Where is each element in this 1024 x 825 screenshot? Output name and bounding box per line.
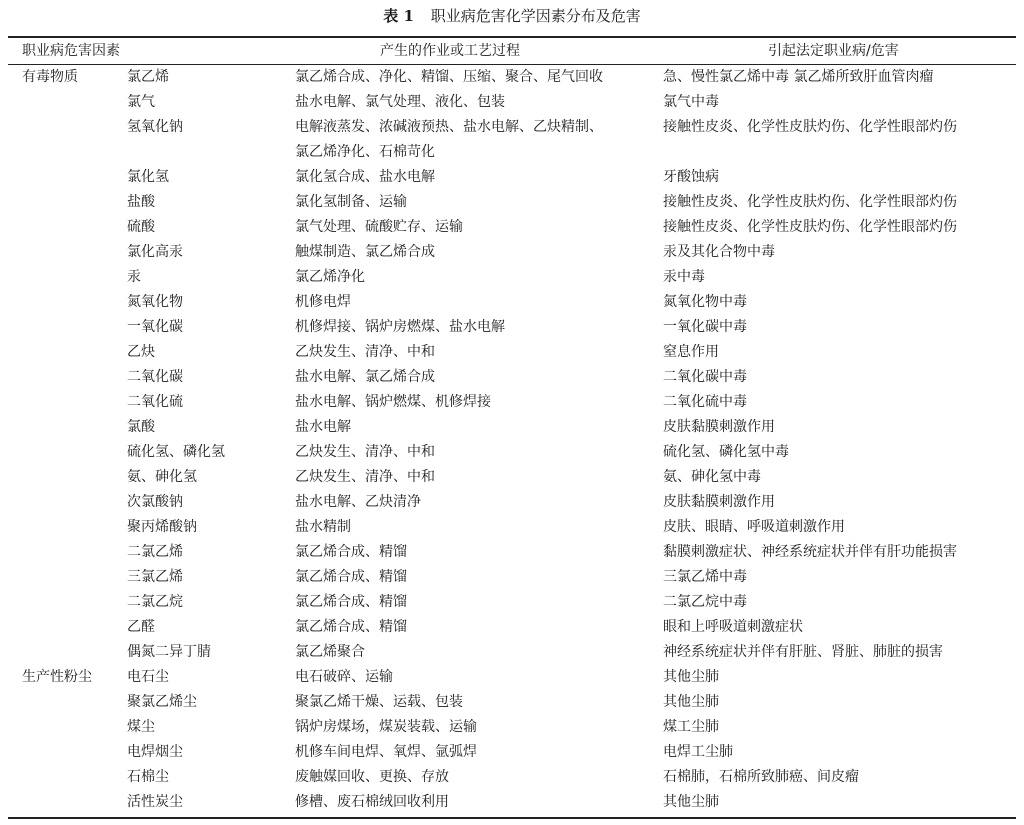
hazard-cell: 一氧化碳中毒 bbox=[663, 319, 747, 335]
factor-cell: 二氯乙烯 bbox=[127, 544, 183, 560]
hazard-cell: 窒息作用 bbox=[663, 344, 719, 360]
hazard-cell: 硫化氢、磷化氢中毒 bbox=[663, 444, 789, 460]
hazard-cell: 石棉肺，石棉所致肺癌、间皮瘤 bbox=[663, 769, 859, 785]
process-cell: 聚氯乙烯干燥、运载、包装 bbox=[295, 694, 463, 710]
factor-cell: 氯化高汞 bbox=[127, 244, 183, 260]
hazard-cell: 汞中毒 bbox=[663, 269, 705, 285]
table-row bbox=[0, 165, 1024, 190]
factor-cell: 二氧化碳 bbox=[127, 369, 183, 385]
table-row bbox=[0, 465, 1024, 490]
process-cell: 乙炔发生、清净、中和 bbox=[295, 469, 435, 485]
table-row bbox=[0, 440, 1024, 465]
factor-cell: 氢氧化钠 bbox=[127, 119, 183, 135]
table-row bbox=[0, 315, 1024, 340]
table-row bbox=[0, 690, 1024, 715]
table-row bbox=[0, 640, 1024, 665]
table-title: 职业病危害化学因素分布及危害 bbox=[430, 7, 641, 25]
hazard-cell: 氯气中毒 bbox=[663, 94, 719, 110]
process-cell: 机修焊接、锅炉房燃煤、盐水电解 bbox=[295, 319, 505, 335]
table-row bbox=[0, 665, 1024, 690]
table-row bbox=[0, 765, 1024, 790]
factor-cell: 氯乙烯 bbox=[127, 69, 169, 85]
hazard-cell: 二氧化硫中毒 bbox=[663, 394, 747, 410]
table-row bbox=[0, 390, 1024, 415]
hazard-cell: 氨、砷化氢中毒 bbox=[663, 469, 761, 485]
factor-cell: 聚丙烯酸钠 bbox=[127, 519, 197, 535]
process-cell: 氯乙烯合成、净化、精馏、压缩、聚合、尾气回收 bbox=[295, 69, 603, 85]
hazard-cell: 眼和上呼吸道刺激症状 bbox=[663, 619, 803, 635]
process-cell: 乙炔发生、清净、中和 bbox=[295, 344, 435, 360]
factor-cell: 氯酸 bbox=[127, 419, 155, 435]
hazard-cell: 黏膜刺激症状、神经系统症状并伴有肝功能损害 bbox=[663, 544, 957, 560]
process-cell: 氯乙烯聚合 bbox=[295, 644, 365, 660]
factor-cell: 氨、砷化氢 bbox=[127, 469, 197, 485]
factor-cell: 硫化氢、磷化氢 bbox=[127, 444, 225, 460]
table-row bbox=[0, 790, 1024, 815]
hazard-cell: 煤工尘肺 bbox=[663, 719, 719, 735]
table-row bbox=[0, 115, 1024, 165]
table-row bbox=[0, 415, 1024, 440]
hazard-cell: 皮肤、眼睛、呼吸道刺激作用 bbox=[663, 519, 845, 535]
hazard-cell: 皮肤黏膜刺激作用 bbox=[663, 494, 775, 510]
hazard-cell: 其他尘肺 bbox=[663, 669, 719, 685]
table-row bbox=[0, 715, 1024, 740]
table-row bbox=[0, 740, 1024, 765]
process-cell: 氯乙烯合成、精馏 bbox=[295, 594, 407, 610]
hazard-cell: 神经系统症状并伴有肝脏、肾脏、肺脏的损害 bbox=[663, 644, 943, 660]
table-row bbox=[0, 240, 1024, 265]
table-row bbox=[0, 265, 1024, 290]
hazard-cell: 皮肤黏膜刺激作用 bbox=[663, 419, 775, 435]
process-cell: 盐水精制 bbox=[295, 519, 351, 535]
process-cell: 机修车间电焊、氧焊、氩弧焊 bbox=[295, 744, 477, 760]
process-cell: 电石破碎、运输 bbox=[295, 669, 393, 685]
hazard-cell: 三氯乙烯中毒 bbox=[663, 569, 747, 585]
process-cell: 氯气处理、硫酸贮存、运输 bbox=[295, 219, 463, 235]
factor-cell: 聚氯乙烯尘 bbox=[127, 694, 197, 710]
process-cell: 氯乙烯合成、精馏 bbox=[295, 569, 407, 585]
factor-cell: 电石尘 bbox=[127, 669, 169, 685]
category-cell: 有毒物质 bbox=[22, 69, 78, 85]
table-row bbox=[0, 615, 1024, 640]
table-number: 表 1 bbox=[383, 7, 414, 25]
process-line-1: 电解液蒸发、浓碱液预热、盐水电解、乙炔精制、 bbox=[295, 119, 603, 135]
process-cell: 修槽、废石棉绒回收利用 bbox=[295, 794, 449, 810]
process-cell: 乙炔发生、清净、中和 bbox=[295, 444, 435, 460]
table-row bbox=[0, 340, 1024, 365]
table-row bbox=[0, 215, 1024, 240]
factor-cell: 电焊烟尘 bbox=[127, 744, 183, 760]
process-cell: 氯乙烯合成、精馏 bbox=[295, 544, 407, 560]
table-row bbox=[0, 540, 1024, 565]
hazard-cell: 其他尘肺 bbox=[663, 694, 719, 710]
factor-cell: 石棉尘 bbox=[127, 769, 169, 785]
category-cell: 生产性粉尘 bbox=[22, 669, 92, 685]
hazard-cell: 牙酸蚀病 bbox=[663, 169, 719, 185]
process-cell: 氯化氢制备、运输 bbox=[295, 194, 407, 210]
process-cell: 氯乙烯合成、精馏 bbox=[295, 619, 407, 635]
hazard-cell: 二氧化碳中毒 bbox=[663, 369, 747, 385]
process-cell bbox=[295, 115, 603, 165]
header-category: 职业病危害因素 bbox=[22, 43, 120, 59]
table-row bbox=[0, 565, 1024, 590]
process-cell: 废触媒回收、更换、存放 bbox=[295, 769, 449, 785]
table-row bbox=[0, 90, 1024, 115]
hazard-cell: 其他尘肺 bbox=[663, 794, 719, 810]
hazard-cell: 接触性皮炎、化学性皮肤灼伤、化学性眼部灼伤 bbox=[663, 219, 957, 235]
table-row bbox=[0, 590, 1024, 615]
factor-cell: 硫酸 bbox=[127, 219, 155, 235]
table-header bbox=[0, 39, 1024, 64]
hazard-cell: 急、慢性氯乙烯中毒 氯乙烯所致肝血管肉瘤 bbox=[663, 69, 934, 85]
table-caption bbox=[0, 4, 1024, 28]
hazard-cell: 汞及其化合物中毒 bbox=[663, 244, 775, 260]
table-row bbox=[0, 290, 1024, 315]
process-cell: 氯乙烯净化 bbox=[295, 269, 365, 285]
table-row bbox=[0, 365, 1024, 390]
process-cell: 盐水电解、乙炔清净 bbox=[295, 494, 421, 510]
bottom-rule bbox=[8, 817, 1016, 819]
factor-cell: 煤尘 bbox=[127, 719, 155, 735]
factor-cell: 乙炔 bbox=[127, 344, 155, 360]
factor-cell: 一氧化碳 bbox=[127, 319, 183, 335]
process-cell: 机修电焊 bbox=[295, 294, 351, 310]
process-line-2: 氯乙烯净化、石棉苛化 bbox=[295, 144, 435, 160]
factor-cell: 偶氮二异丁腈 bbox=[127, 644, 211, 660]
process-cell: 氯化氢合成、盐水电解 bbox=[295, 169, 435, 185]
table-body bbox=[0, 65, 1024, 815]
table-row bbox=[0, 190, 1024, 215]
hazard-cell: 氮氧化物中毒 bbox=[663, 294, 747, 310]
factor-cell: 汞 bbox=[127, 269, 141, 285]
factor-cell: 氮氧化物 bbox=[127, 294, 183, 310]
factor-cell: 二氯乙烷 bbox=[127, 594, 183, 610]
hazard-cell: 二氯乙烷中毒 bbox=[663, 594, 747, 610]
factor-cell: 三氯乙烯 bbox=[127, 569, 183, 585]
process-cell: 触煤制造、氯乙烯合成 bbox=[295, 244, 435, 260]
hazard-cell: 接触性皮炎、化学性皮肤灼伤、化学性眼部灼伤 bbox=[663, 119, 957, 135]
factor-cell: 氯化氢 bbox=[127, 169, 169, 185]
hazard-cell: 电焊工尘肺 bbox=[663, 744, 733, 760]
process-cell: 盐水电解、锅炉燃煤、机修焊接 bbox=[295, 394, 491, 410]
factor-cell: 乙醛 bbox=[127, 619, 155, 635]
header-process: 产生的作业或工艺过程 bbox=[380, 43, 520, 59]
factor-cell: 活性炭尘 bbox=[127, 794, 183, 810]
factor-cell: 次氯酸钠 bbox=[127, 494, 183, 510]
header-hazard: 引起法定职业病/危害 bbox=[768, 43, 899, 59]
table-row bbox=[0, 65, 1024, 90]
process-cell: 盐水电解、氯气处理、液化、包装 bbox=[295, 94, 505, 110]
process-cell: 盐水电解 bbox=[295, 419, 351, 435]
top-rule bbox=[8, 36, 1016, 38]
table-row bbox=[0, 490, 1024, 515]
factor-cell: 二氧化硫 bbox=[127, 394, 183, 410]
process-cell: 锅炉房煤场，煤炭装载、运输 bbox=[295, 719, 477, 735]
factor-cell: 氯气 bbox=[127, 94, 155, 110]
table-row bbox=[0, 515, 1024, 540]
hazard-cell: 接触性皮炎、化学性皮肤灼伤、化学性眼部灼伤 bbox=[663, 194, 957, 210]
process-cell: 盐水电解、氯乙烯合成 bbox=[295, 369, 435, 385]
factor-cell: 盐酸 bbox=[127, 194, 155, 210]
